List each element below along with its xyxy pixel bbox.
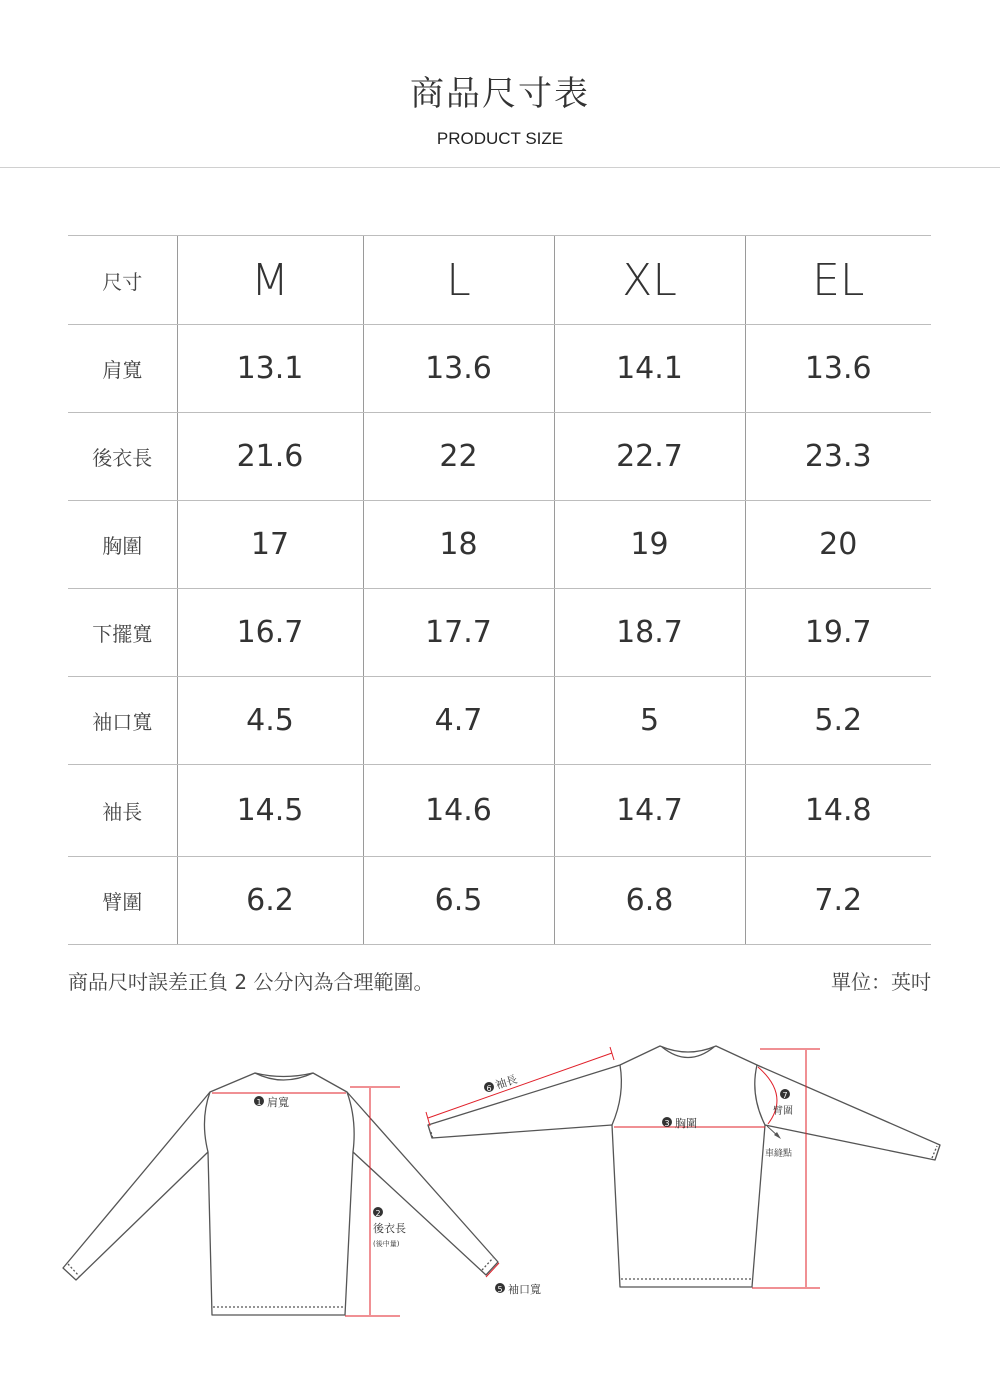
row-label: 臂圍 [68,857,177,945]
size-xl: XL [554,236,745,325]
cell-value: 14.1 [554,325,745,413]
cell-value: 19.7 [745,589,931,677]
seam-point-label: 車縫點 [765,1149,793,1159]
header-divider [0,167,1000,168]
row-label: 袖長 [68,765,177,857]
arm-number: 7 [782,1091,788,1100]
chest-number: 3 [664,1119,670,1128]
cell-value: 7.2 [745,857,931,945]
table-row [68,413,931,501]
cell-value: 20 [745,501,931,589]
row-label: 胸圍 [68,501,177,589]
size-header-row [68,236,931,325]
measurement-diagram [0,1030,1000,1330]
page-subtitle: PRODUCT SIZE [436,129,564,148]
cell-value: 4.5 [177,677,363,765]
tolerance-note: 商品尺吋誤差正負 2 公分內為合理範圍。 [68,970,434,994]
size-el: EL [745,236,931,325]
row-label: 下擺寬 [68,589,177,677]
table-row [68,677,931,765]
unit-label: 單位：英吋 [831,970,931,994]
cell-value: 6.8 [554,857,745,945]
cuff-label: 袖口寬 [508,1283,541,1296]
sleeve-number: 6 [486,1084,492,1093]
chest-label: 胸圍 [675,1117,697,1130]
size-table [68,235,931,945]
cell-value: 19 [554,501,745,589]
row-label: 肩寬 [68,325,177,413]
corner-label: 尺寸 [68,236,177,325]
table-row [68,857,931,945]
sleeve-measure-line [428,1053,612,1118]
length-sublabel: (後中量) [373,1240,400,1248]
cell-value: 22 [363,413,554,501]
back-shirt-outline [63,1073,498,1315]
cell-value: 14.5 [177,765,363,857]
cell-value: 6.2 [177,857,363,945]
cell-value: 6.5 [363,857,554,945]
cell-value: 16.7 [177,589,363,677]
cell-value: 5.2 [745,677,931,765]
cell-value: 22.7 [554,413,745,501]
cell-value: 14.6 [363,765,554,857]
cell-value: 18.7 [554,589,745,677]
row-label: 袖口寬 [68,677,177,765]
table-row [68,765,931,857]
cell-value: 13.6 [745,325,931,413]
cell-value: 13.1 [177,325,363,413]
sleeve-label: 袖長 [493,1072,519,1092]
arm-label: 臂圍 [773,1106,793,1117]
length-number: 2 [375,1209,381,1218]
size-l: L [363,236,554,325]
cell-value: 23.3 [745,413,931,501]
cell-value: 17 [177,501,363,589]
shoulder-number: 1 [256,1098,262,1107]
size-m: M [177,236,363,325]
cell-value: 17.7 [363,589,554,677]
cell-value: 21.6 [177,413,363,501]
page-title: 商品尺寸表 [410,74,590,114]
table-row [68,501,931,589]
shoulder-label: 肩寬 [267,1096,289,1109]
length-label: 後衣長 [373,1222,406,1235]
cell-value: 13.6 [363,325,554,413]
cell-value: 5 [554,677,745,765]
cell-value: 18 [363,501,554,589]
cuff-number: 5 [497,1285,503,1294]
table-row [68,589,931,677]
table-row [68,325,931,413]
row-label: 後衣長 [68,413,177,501]
cell-value: 14.8 [745,765,931,857]
cell-value: 4.7 [363,677,554,765]
cell-value: 14.7 [554,765,745,857]
cuff-measure-line [486,1263,499,1277]
